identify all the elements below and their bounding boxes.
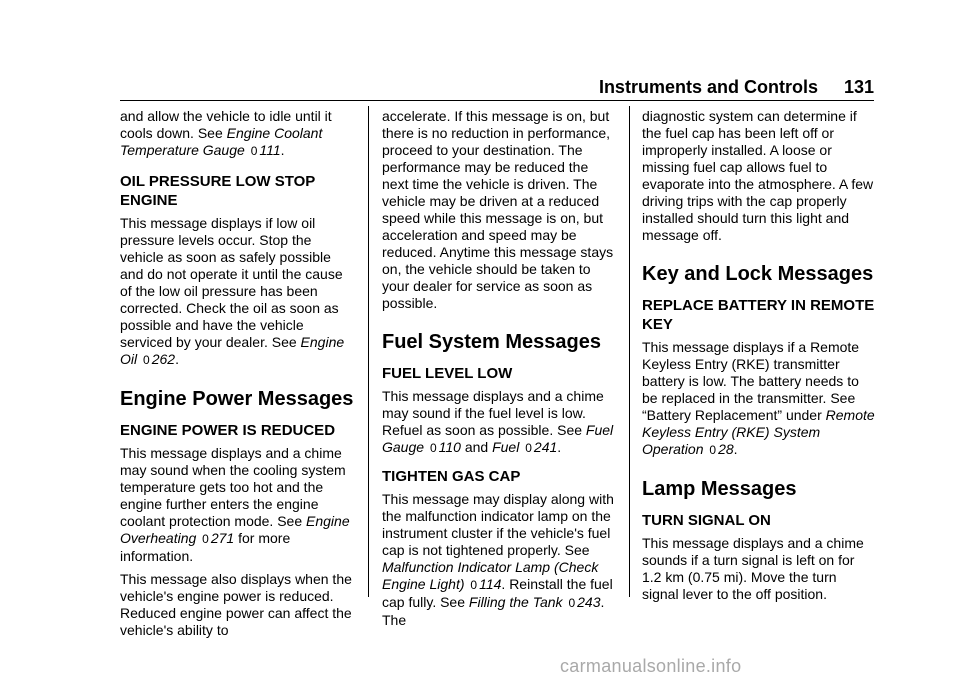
- page-ref-symbol: 0: [250, 144, 258, 158]
- page-ref-number[interactable]: 243: [577, 594, 601, 610]
- subheading-tighten-gas-cap: TIGHTEN GAS CAP: [382, 468, 521, 485]
- paragraph: accelerate. If this message is on, but there is no reduction in performance, proceed to your destination. The performance may be reduced the next time the vehicle is driven. The vehicle may be driven at a reduced speed while this message is on, but acceleration and speed may be reduced. Anytime this message stays on, the vehicle should be taken to your dealer for service as soon as possible.: [382, 108, 614, 311]
- paragraph: and allow the vehicle to idle until it cools down. See Engine Coolant Temperature Gauge 0 111.: [120, 108, 332, 158]
- paragraph: This message may display along with the malfunction indicator lamp on the instrument cluster if the vehicle's fuel cap is not tightened properly. See Malfunction Indicator Lamp (Check Engine Light) 0 114. Reinstall the fuel cap fully. See Filling the Tank 0 243. The: [382, 491, 614, 628]
- paragraph: This message also displays when the vehicle's engine power is reduced. Reduced engine power can affect the vehicle's ability to: [120, 571, 352, 638]
- page-ref-number[interactable]: 110: [438, 439, 461, 455]
- subheading-fuel-level-low: FUEL LEVEL LOW: [382, 365, 513, 382]
- cross-reference-link[interactable]: Fuel Gauge: [382, 422, 614, 455]
- page-ref-number[interactable]: 241: [533, 439, 558, 455]
- page-ref-number[interactable]: 114: [479, 576, 502, 592]
- cross-reference-link[interactable]: Engine Overheating: [120, 513, 350, 546]
- paragraph: diagnostic system can determine if the fuel cap has been left off or improperly installed. A loose or missing fuel cap allows fuel to evaporate into the atmosphere. A few driving trips with the cap properly installed should turn this light and message off.: [642, 108, 874, 243]
- cross-reference-link[interactable]: Malfunction Indicator Lamp (Check Engine Light): [382, 559, 599, 592]
- paragraph: This message displays if low oil pressure levels occur. Stop the vehicle as soon as safely possible and do not operate it until the cause of the low oil pressure has been corrected. Check the oil as soon as possible and have the vehicle serviced by your dealer. See Engine Oil 0 262.: [120, 215, 345, 367]
- cross-reference-link[interactable]: Engine Oil: [120, 334, 345, 367]
- heading-lamp-messages: Lamp Messages: [642, 478, 797, 500]
- page-ref-symbol: 0: [470, 578, 478, 592]
- page-ref-symbol: 0: [568, 596, 576, 610]
- page-header: [120, 72, 874, 101]
- cross-reference-link[interactable]: Remote Keyless Entry (RKE) System Operation: [642, 407, 875, 457]
- column-2: [382, 108, 618, 635]
- page-ref-symbol: 0: [429, 441, 437, 455]
- paragraph: This message displays if a Remote Keyless Entry (RKE) transmitter battery is low. The battery needs to be replaced in the transmitter. See “Battery Replacement” under Remote Keyless Entry (RKE) System Operation 0 28.: [642, 339, 875, 457]
- cross-reference-link[interactable]: Filling the Tank: [468, 594, 563, 610]
- page-ref-number[interactable]: 271: [210, 530, 235, 546]
- heading-key-and-lock-messages: Key and Lock Messages: [642, 263, 874, 285]
- page-ref-symbol: 0: [143, 353, 150, 367]
- watermark: carmanualsonline.info: [560, 656, 742, 676]
- heading-fuel-system-messages: Fuel System Messages: [382, 331, 601, 353]
- section-title: Instruments and Controls: [598, 77, 818, 97]
- page-number: 131: [843, 77, 874, 97]
- page-ref-number[interactable]: 111: [259, 142, 281, 158]
- page-ref-symbol: 0: [525, 441, 532, 455]
- subheading-engine-power-reduced: ENGINE POWER IS REDUCED: [120, 422, 336, 439]
- subheading-replace-battery: REPLACE BATTERY IN REMOTE KEY: [642, 297, 875, 333]
- page-ref-number[interactable]: 262: [151, 351, 176, 367]
- paragraph: This message displays and a chime may sound when the cooling system temperature gets too hot and the engine further enters the engine coolant protection mode. See Engine Overheating 0 271 for more information.: [120, 445, 350, 564]
- paragraph: This message displays and a chime sounds if a turn signal is left on for 1.2 km (0.75 mi). Move the turn signal lever to the off position.: [642, 535, 864, 602]
- column-3: [642, 108, 876, 609]
- page-ref-number[interactable]: 28: [718, 441, 734, 457]
- subheading-oil-pressure: OIL PRESSURE LOW STOP ENGINE: [120, 173, 316, 209]
- column-divider: [368, 106, 369, 597]
- subheading-turn-signal-on: TURN SIGNAL ON: [642, 512, 771, 529]
- column-1: [120, 108, 356, 645]
- cross-reference-link[interactable]: Engine Coolant Temperature Gauge: [120, 125, 323, 158]
- cross-reference-link[interactable]: Fuel: [492, 439, 520, 455]
- column-divider: [629, 106, 630, 597]
- paragraph: This message displays and a chime may sound if the fuel level is low. Refuel as soon as possible. See Fuel Gauge 0 110 and Fuel 0 241.: [382, 388, 614, 455]
- page-ref-symbol: 0: [202, 532, 209, 546]
- page-ref-symbol: 0: [709, 443, 717, 457]
- heading-engine-power-messages: Engine Power Messages: [120, 388, 354, 410]
